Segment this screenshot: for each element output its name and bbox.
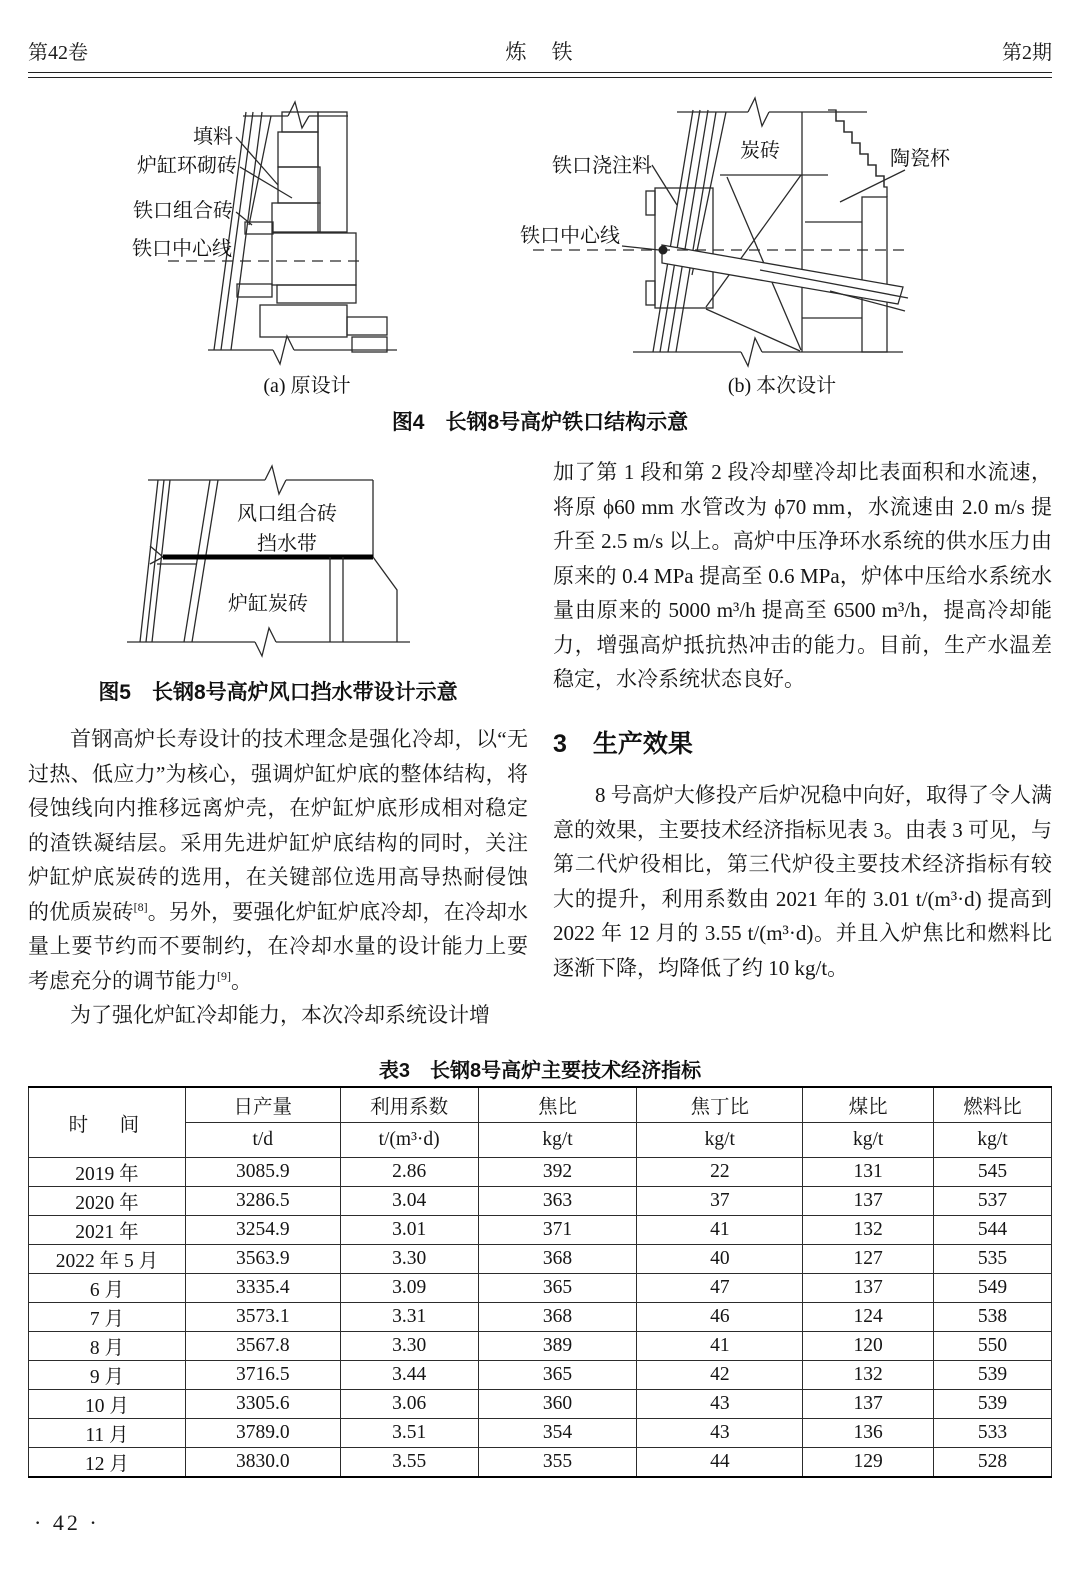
table-row xyxy=(29,1303,1052,1332)
col-header-nut-coke-rate: 焦丁比 xyxy=(637,1087,803,1123)
cell-value: 3830.0 xyxy=(185,1448,340,1478)
left-column xyxy=(28,722,528,1033)
cell-value: 46 xyxy=(637,1303,803,1332)
cell-value: 3.30 xyxy=(340,1332,478,1361)
table-row xyxy=(29,1158,1052,1187)
cell-value: 528 xyxy=(934,1448,1052,1478)
table3 xyxy=(28,1086,1052,1478)
cell-value: 47 xyxy=(637,1274,803,1303)
paragraph-cooling-continue: 加了第 1 段和第 2 段冷却壁冷却比表面积和水流速，将原 ϕ60 mm 水管改为 ϕ70 mm，水流速由 2.0 m/s 提升至 2.5 m/s 以上。高炉中压净环水系统的供水压力由原来的 0.4 MPa 提高至 0.6 MPa，炉体中压给水系统水量由原来的 5000 m³/h 提高至 6500 m³/h，提高冷却能力，增强高炉抵抗热冲击的能力。目前，生产水温差稳定，水冷系统状态良好。 xyxy=(553,460,1052,691)
cell-time: 11 月 xyxy=(29,1419,186,1448)
col-header-utilization: 利用系数 xyxy=(340,1087,478,1123)
cell-time: 9 月 xyxy=(29,1361,186,1390)
cell-value: 3567.8 xyxy=(185,1332,340,1361)
cell-value: 3.01 xyxy=(340,1216,478,1245)
cell-value: 43 xyxy=(637,1419,803,1448)
cell-value: 42 xyxy=(637,1361,803,1390)
cell-value: 3.06 xyxy=(340,1390,478,1419)
cell-value: 129 xyxy=(803,1448,934,1478)
cell-value: 544 xyxy=(934,1216,1052,1245)
cell-value: 3286.5 xyxy=(185,1187,340,1216)
cell-value: 22 xyxy=(637,1158,803,1187)
cell-value: 550 xyxy=(934,1332,1052,1361)
cell-value: 533 xyxy=(934,1419,1052,1448)
section-title: 生产效果 xyxy=(592,730,693,758)
cell-value: 539 xyxy=(934,1390,1052,1419)
table-row xyxy=(29,1419,1052,1448)
cell-time: 12 月 xyxy=(29,1448,186,1478)
label-ceramic-cup: 陶瓷杯 xyxy=(890,148,950,170)
paragraph-design-concept xyxy=(28,722,528,998)
unit-nut-coke-rate: kg/t xyxy=(637,1123,803,1158)
table-row xyxy=(29,1361,1052,1390)
label-fill: 填料 xyxy=(193,126,233,148)
cell-value: 3.44 xyxy=(340,1361,478,1390)
cell-value: 41 xyxy=(637,1216,803,1245)
cell-time: 6 月 xyxy=(29,1274,186,1303)
cell-value: 549 xyxy=(934,1274,1052,1303)
fig4b-subcaption: (b) 本次设计 xyxy=(727,375,837,397)
col-header-fuel-rate: 燃料比 xyxy=(934,1087,1052,1123)
fig5-linework xyxy=(127,466,410,656)
paragraph-text: 首钢高炉长寿设计的技术理念是强化冷却，以“无过热、低应力”为核心，强调炉缸炉底的整体结构，将侵蚀线向内推移远离炉壳，在炉缸炉底形成相对稳定的渣铁凝结层。采用先进炉缸炉底结构的同时，关注炉缸炉底炭砖的选用，在关键部位选用高导热耐侵蚀的优质炭砖 xyxy=(28,727,528,924)
label-hearth-carbon-brick: 炉缸炭砖 xyxy=(228,593,308,615)
right-column-bottom xyxy=(553,778,1052,985)
cell-value: 371 xyxy=(478,1216,637,1245)
section-heading xyxy=(553,724,693,760)
cell-value: 43 xyxy=(637,1390,803,1419)
cell-value: 136 xyxy=(803,1419,934,1448)
cell-time: 2021 年 xyxy=(29,1216,186,1245)
cell-value: 41 xyxy=(637,1332,803,1361)
cell-time: 2020 年 xyxy=(29,1187,186,1216)
cell-value: 3305.6 xyxy=(185,1390,340,1419)
paragraph-cooling-intro: 为了强化炉缸冷却能力，本次冷却系统设计增 xyxy=(70,1003,490,1027)
col-header-coke-rate: 焦比 xyxy=(478,1087,637,1123)
figure4-diagram xyxy=(0,95,1080,410)
cell-value: 360 xyxy=(478,1390,637,1419)
header-rule xyxy=(28,72,1052,78)
cell-value: 37 xyxy=(637,1187,803,1216)
cell-value: 137 xyxy=(803,1390,934,1419)
label-taphole-castable: 铁口浇注料 xyxy=(552,155,652,177)
unit-coke-rate: kg/t xyxy=(478,1123,637,1158)
cell-time: 7 月 xyxy=(29,1303,186,1332)
journal-issue: 第2期 xyxy=(1002,42,1052,64)
cell-value: 3254.9 xyxy=(185,1216,340,1245)
cell-value: 3573.1 xyxy=(185,1303,340,1332)
journal-title: 炼 铁 xyxy=(505,40,575,64)
figure5-caption: 图5 长钢8号高炉风口挡水带设计示意 xyxy=(98,681,458,704)
cell-value: 3563.9 xyxy=(185,1245,340,1274)
cell-value: 389 xyxy=(478,1332,637,1361)
unit-coal-rate: kg/t xyxy=(803,1123,934,1158)
table-row xyxy=(29,1390,1052,1419)
cell-value: 3716.5 xyxy=(185,1361,340,1390)
cell-value: 3.31 xyxy=(340,1303,478,1332)
cell-value: 3.51 xyxy=(340,1419,478,1448)
cell-value: 368 xyxy=(478,1303,637,1332)
cell-value: 137 xyxy=(803,1187,934,1216)
cell-value: 363 xyxy=(478,1187,637,1216)
label-taphole-centerline-a: 铁口中心线 xyxy=(132,238,232,260)
label-taphole-combined-brick: 铁口组合砖 xyxy=(133,200,233,222)
cell-value: 365 xyxy=(478,1361,637,1390)
cell-value: 392 xyxy=(478,1158,637,1187)
right-column-top xyxy=(553,455,1052,697)
cell-value: 3.04 xyxy=(340,1187,478,1216)
cell-value: 539 xyxy=(934,1361,1052,1390)
table3-caption: 表3 长钢8号高炉主要技术经济指标 xyxy=(378,1060,702,1082)
reference-9: [9] xyxy=(217,968,231,983)
cell-value: 131 xyxy=(803,1158,934,1187)
cell-value: 44 xyxy=(637,1448,803,1478)
figure5-diagram xyxy=(0,450,560,670)
cell-time: 2022 年 5 月 xyxy=(29,1245,186,1274)
cell-value: 368 xyxy=(478,1245,637,1274)
table-row xyxy=(29,1187,1052,1216)
table-row xyxy=(29,1245,1052,1274)
cell-value: 40 xyxy=(637,1245,803,1274)
cell-value: 120 xyxy=(803,1332,934,1361)
cell-value: 124 xyxy=(803,1303,934,1332)
cell-value: 545 xyxy=(934,1158,1052,1187)
cell-value: 127 xyxy=(803,1245,934,1274)
cell-value: 538 xyxy=(934,1303,1052,1332)
paragraph-text: 。另外，要强化炉缸炉底冷却，在冷却水量上要节约而不要制约，在冷却水量的设计能力上要考虑充分的调节能力 xyxy=(28,899,529,993)
page-number: · 42 · xyxy=(34,1510,100,1535)
label-hearth-ring-brick: 炉缸环砌砖 xyxy=(137,155,237,177)
unit-utilization: t/(m³·d) xyxy=(340,1123,478,1158)
label-tuyere-combined-brick: 风口组合砖 xyxy=(237,503,337,525)
unit-fuel-rate: kg/t xyxy=(934,1123,1052,1158)
cell-time: 10 月 xyxy=(29,1390,186,1419)
label-taphole-centerline-b: 铁口中心线 xyxy=(520,225,620,247)
reference-8: [8] xyxy=(133,899,148,914)
cell-value: 535 xyxy=(934,1245,1052,1274)
section-number: 3 xyxy=(553,730,567,758)
cell-value: 3.09 xyxy=(340,1274,478,1303)
cell-value: 3789.0 xyxy=(185,1419,340,1448)
fig4a-subcaption: (a) 原设计 xyxy=(263,375,351,397)
col-header-daily-output: 日产量 xyxy=(185,1087,340,1123)
cell-time: 2019 年 xyxy=(29,1158,186,1187)
cell-value: 354 xyxy=(478,1419,637,1448)
figure4-caption: 图4 长钢8号高炉铁口结构示意 xyxy=(391,411,689,434)
cell-value: 2.86 xyxy=(340,1158,478,1187)
cell-value: 132 xyxy=(803,1216,934,1245)
cell-value: 537 xyxy=(934,1187,1052,1216)
cell-value: 3085.9 xyxy=(185,1158,340,1187)
unit-daily-output: t/d xyxy=(185,1123,340,1158)
label-water-retaining-band: 挡水带 xyxy=(257,533,317,555)
journal-volume: 第42卷 xyxy=(28,42,88,64)
cell-value: 365 xyxy=(478,1274,637,1303)
col-header-time: 时 间 xyxy=(29,1087,186,1158)
table-row xyxy=(29,1216,1052,1245)
table-header-row xyxy=(29,1087,1052,1123)
cell-value: 132 xyxy=(803,1361,934,1390)
cell-value: 3335.4 xyxy=(185,1274,340,1303)
table-row xyxy=(29,1274,1052,1303)
paragraph-production-result: 8 号高炉大修投产后炉况稳中向好，取得了令人满意的效果，主要技术经济指标见表 3。由表 3 可见，与第二代炉役相比，第三代炉役主要技术经济指标有较大的提升，利用系数由 2021 年的 3.01 t/(m³·d) 提高到 2022 年 12 月的 3.55 t/(m³·d)。并且入炉焦比和燃料比逐渐下降，均降低了约 10 kg/t。 xyxy=(553,783,1052,980)
table-row xyxy=(29,1332,1052,1361)
paragraph-text: 。 xyxy=(231,968,252,993)
cell-time: 8 月 xyxy=(29,1332,186,1361)
cell-value: 3.55 xyxy=(340,1448,478,1478)
table-row xyxy=(29,1448,1052,1478)
cell-value: 3.30 xyxy=(340,1245,478,1274)
cell-value: 137 xyxy=(803,1274,934,1303)
label-carbon-brick: 炭砖 xyxy=(740,140,780,162)
col-header-coal-rate: 煤比 xyxy=(803,1087,934,1123)
cell-value: 355 xyxy=(478,1448,637,1478)
